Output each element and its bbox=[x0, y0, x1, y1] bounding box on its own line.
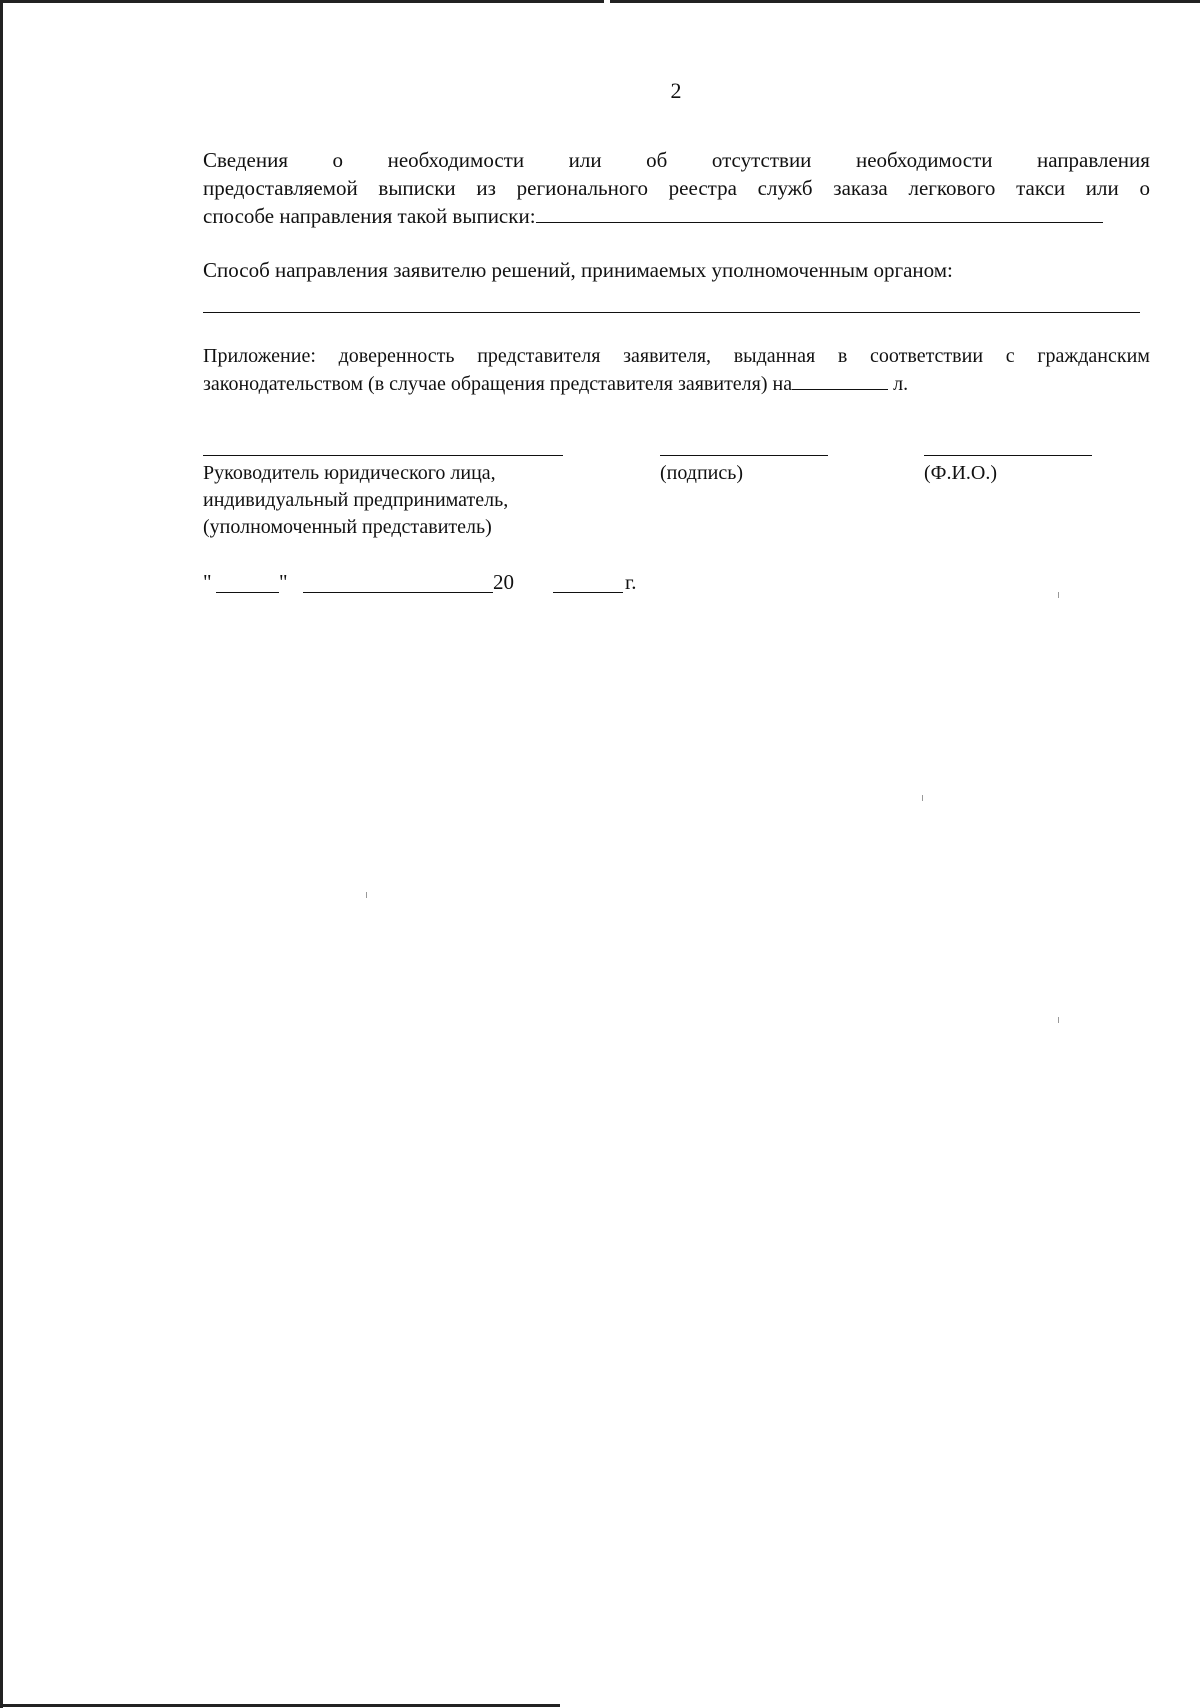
delivery-info-line-2: предоставляемой выписки из регионального реестра служб заказа легкового такси или о bbox=[203, 176, 1150, 200]
scan-edge-bottom bbox=[0, 1704, 560, 1707]
date-century: 20 bbox=[493, 570, 514, 594]
delivery-info-paragraph bbox=[203, 146, 1150, 230]
delivery-info-line-3: способе направления такой выписки: bbox=[203, 202, 1150, 230]
date-month-fill-line[interactable] bbox=[303, 592, 493, 593]
decision-method-paragraph: Способ направления заявителю решений, принимаемых уполномоченным органом: bbox=[203, 258, 953, 282]
attachment-paragraph bbox=[203, 342, 1150, 398]
name-line[interactable] bbox=[924, 455, 1092, 456]
attachment-line-2: законодательством (в случае обращения представителя заявителя) на л. bbox=[203, 373, 909, 395]
scan-speck bbox=[1058, 592, 1059, 598]
delivery-info-line-1: Сведения о необходимости или об отсутствии необходимости направления bbox=[203, 148, 1150, 172]
name-label: (Ф.И.О.) bbox=[924, 462, 998, 484]
date-row bbox=[203, 570, 723, 600]
scan-speck bbox=[366, 892, 367, 898]
signature-line[interactable] bbox=[660, 455, 828, 456]
date-day-fill-line[interactable] bbox=[216, 592, 279, 593]
date-quote-close: " bbox=[279, 570, 288, 594]
page-count-fill-line[interactable] bbox=[792, 371, 888, 390]
page-number: 2 bbox=[670, 78, 682, 103]
scan-edge-left bbox=[0, 0, 3, 1708]
scan-speck bbox=[922, 795, 923, 801]
delivery-method-fill-line[interactable] bbox=[536, 204, 1103, 223]
date-year-fill-line[interactable] bbox=[553, 592, 623, 593]
scan-speck bbox=[1058, 1017, 1059, 1023]
attachment-line-1: Приложение: доверенность представителя заявителя, выданная в соответствии с гражданским bbox=[203, 345, 1150, 367]
decision-method-fill-line[interactable] bbox=[203, 312, 1140, 313]
signature-label: (подпись) bbox=[660, 462, 744, 484]
date-year-suffix: г. bbox=[625, 570, 637, 594]
scan-edge-top bbox=[0, 0, 1200, 3]
role-label: Руководитель юридического лица, индивидуальный предприниматель, (уполномоченный представитель) bbox=[203, 462, 509, 538]
role-signature-line[interactable] bbox=[203, 455, 563, 456]
date-quote-open: " bbox=[203, 570, 212, 594]
